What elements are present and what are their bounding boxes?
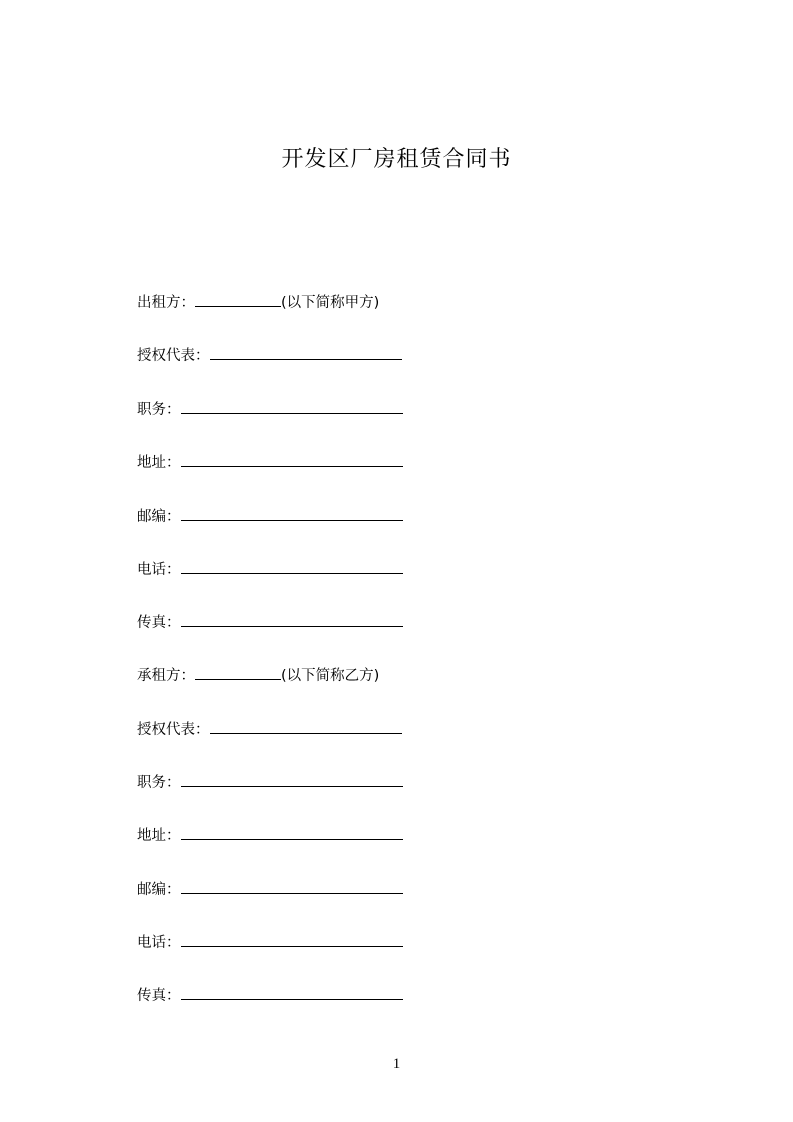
party-a-address-blank[interactable] — [181, 452, 403, 467]
party-b-phone-label: 电话： — [137, 935, 181, 951]
party-a-address-label: 地址： — [137, 455, 181, 471]
party-a-address-line — [137, 452, 403, 472]
party-b-position-line — [137, 772, 403, 792]
party-a-rep-label: 授权代表： — [137, 348, 210, 364]
lessee-suffix: (以下简称乙方) — [281, 668, 380, 684]
party-a-fax-blank[interactable] — [181, 612, 403, 627]
lessee-line — [137, 665, 379, 685]
party-a-rep-blank[interactable] — [210, 345, 402, 360]
party-b-phone-line — [137, 932, 403, 952]
party-b-address-line — [137, 825, 403, 845]
party-a-rep-line — [137, 345, 402, 365]
party-a-fax-line — [137, 612, 403, 632]
party-b-rep-label: 授权代表： — [137, 722, 210, 738]
page-number: 1 — [392, 1056, 401, 1072]
party-a-postcode-label: 邮编： — [137, 509, 181, 525]
party-b-postcode-label: 邮编： — [137, 882, 181, 898]
party-a-fax-label: 传真： — [137, 615, 181, 631]
lessee-name-blank[interactable] — [195, 665, 281, 680]
party-b-address-blank[interactable] — [181, 825, 403, 840]
party-b-address-label: 地址： — [137, 828, 181, 844]
party-b-fax-line — [137, 985, 403, 1005]
party-b-fax-label: 传真： — [137, 988, 181, 1004]
party-b-position-label: 职务： — [137, 775, 181, 791]
lessor-name-blank[interactable] — [195, 292, 281, 307]
party-b-postcode-line — [137, 879, 403, 899]
party-a-position-label: 职务： — [137, 402, 181, 418]
party-a-phone-blank[interactable] — [181, 559, 403, 574]
lessor-suffix: (以下简称甲方) — [281, 295, 380, 311]
party-a-postcode-line — [137, 506, 403, 526]
party-a-position-blank[interactable] — [181, 399, 403, 414]
party-b-fax-blank[interactable] — [181, 985, 403, 1000]
party-b-postcode-blank[interactable] — [181, 879, 403, 894]
lessor-label: 出租方： — [137, 295, 195, 311]
lessee-label: 承租方： — [137, 668, 195, 684]
party-a-phone-label: 电话： — [137, 562, 181, 578]
party-b-rep-blank[interactable] — [210, 719, 402, 734]
lessor-line — [137, 292, 379, 312]
document-title: 开发区厂房租赁合同书 — [281, 147, 512, 172]
party-a-postcode-blank[interactable] — [181, 506, 403, 521]
party-b-phone-blank[interactable] — [181, 932, 403, 947]
party-b-position-blank[interactable] — [181, 772, 403, 787]
party-a-phone-line — [137, 559, 403, 579]
party-a-position-line — [137, 399, 403, 419]
party-b-rep-line — [137, 719, 402, 739]
